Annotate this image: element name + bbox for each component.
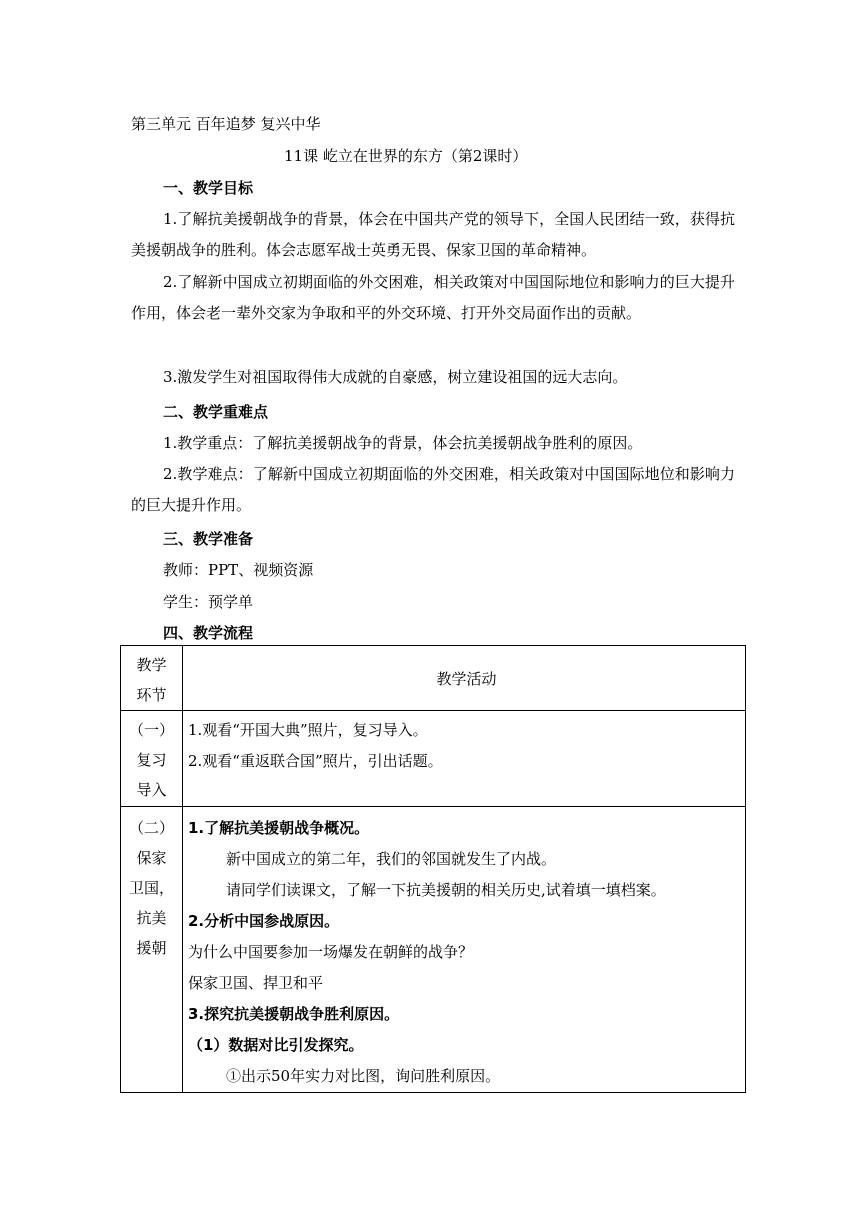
activity-line: ①出示50年实力对比图，询问胜利原因。 [226, 1067, 501, 1085]
key-point-1: 1.教学重点：了解抗美援朝战争的背景，体会抗美援朝战争胜利的原因。 [163, 434, 643, 452]
student-prep: 学生：预学单 [163, 593, 254, 611]
goal-item-2: 2.了解新中国成立初期面临的外交困难，相关政策对中国国际地位和影响力的巨大提升作用，体会老一辈外交家为争取和平的外交环境、打开外交局面作出的贡献。 [131, 273, 735, 322]
key-points-heading: 二、教学重难点 [163, 403, 269, 421]
stage-line: 复习 [136, 751, 167, 769]
goal-item-3: 3.激发学生对祖国取得伟大成就的自豪感，树立建设祖国的远大志向。 [163, 368, 628, 386]
activity-cell [183, 711, 746, 807]
activity-line: 新中国成立的第二年，我们的邻国就发生了内战。 [226, 850, 557, 868]
stage-header-line: 教学 [136, 656, 167, 674]
stage-cell [121, 711, 183, 807]
stage-line: 保家 [136, 849, 167, 867]
table-row [121, 711, 746, 807]
activity-subheading: 3.探究抗美援朝战争胜利原因。 [188, 1005, 400, 1023]
activity-cell [183, 807, 746, 1093]
activity-subheading: 2.分析中国参战原因。 [188, 912, 340, 930]
preparation-heading: 三、教学准备 [163, 530, 254, 548]
process-table [120, 645, 746, 1093]
activity-subheading: 1.了解抗美援朝战争概况。 [188, 819, 370, 837]
stage-line: 卫国， [128, 879, 174, 897]
goals-heading: 一、教学目标 [163, 179, 254, 197]
stage-cell [121, 807, 183, 1093]
stage-line: （一） [128, 721, 174, 739]
stage-header-line: 环节 [136, 686, 167, 704]
stage-line: 抗美 [136, 909, 167, 927]
table-header-row [121, 646, 746, 711]
activity-line: 1.观看“开国大典”照片，复习导入。 [188, 721, 428, 739]
key-point-2: 2.教学难点：了解新中国成立初期面临的外交困难，相关政策对中国国际地位和影响力的巨大提升作用。 [131, 465, 735, 514]
activity-line: 保家卫国、捍卫和平 [188, 974, 324, 992]
activity-line: 2.观看“重返联合国”照片，引出话题。 [188, 752, 443, 770]
lesson-title: 11课 屹立在世界的东方（第2课时） [284, 147, 528, 165]
table-row [121, 807, 746, 1093]
stage-line: 援朝 [136, 939, 167, 957]
activity-line: 为什么中国要参加一场爆发在朝鲜的战争？ [188, 943, 474, 961]
stage-line: 导入 [136, 781, 167, 799]
process-heading: 四、教学流程 [163, 624, 254, 642]
activity-line: 请同学们读课文，了解一下抗美援朝的相关历史,试着填一填档案。 [226, 881, 666, 899]
unit-title: 第三单元 百年追梦 复兴中华 [131, 115, 321, 133]
stage-line: （二） [128, 819, 174, 837]
activity-header: 教学活动 [436, 669, 497, 688]
stage-header-cell [121, 646, 183, 711]
activity-header-cell [183, 646, 746, 711]
activity-subheading: （1）数据对比引发探究。 [188, 1036, 364, 1054]
goal-item-1: 1.了解抗美援朝战争的背景，体会在中国共产党的领导下，全国人民团结一致，获得抗美援朝战争的胜利。体会志愿军战士英勇无畏、保家卫国的革命精神。 [131, 210, 735, 259]
teacher-prep: 教师：PPT、视频资源 [163, 561, 314, 579]
